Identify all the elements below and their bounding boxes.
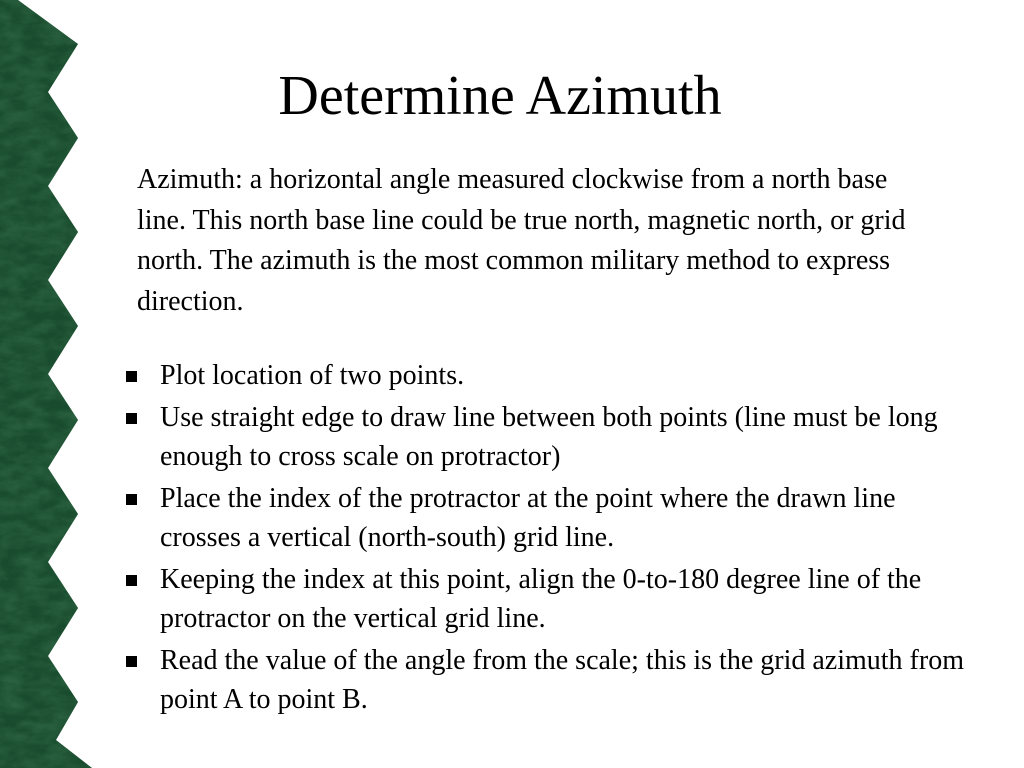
procedure-step [122, 560, 972, 638]
green-marble-border [0, 0, 100, 768]
procedure-step-text: Use straight edge to draw line between both points (line must be long enough to cross scale on protractor) [160, 402, 938, 472]
square-bullet-icon [126, 371, 137, 382]
procedure-step [122, 479, 972, 557]
procedure-step-text: Read the value of the angle from the scale; this is the grid azimuth from point A to point B. [160, 645, 964, 715]
slide-title: Determine Azimuth [278, 65, 722, 127]
azimuth-definition: Azimuth: a horizontal angle measured clockwise from a north base line. This north base line could be true north, magnetic north, or grid north. The azimuth is the most common military method to express direction. [137, 164, 906, 317]
procedure-step-text: Keeping the index at this point, align the 0-to-180 degree line of the protractor on the vertical grid line. [160, 564, 922, 634]
procedure-step-text: Place the index of the protractor at the point where the drawn line crosses a vertical (north-south) grid line. [160, 483, 896, 553]
square-bullet-icon [126, 413, 137, 424]
procedure-step [122, 356, 972, 395]
procedure-step [122, 641, 972, 719]
square-bullet-icon [126, 575, 137, 586]
procedure-step-text: Plot location of two points. [160, 360, 465, 391]
procedure-step [122, 398, 972, 476]
square-bullet-icon [126, 494, 137, 505]
square-bullet-icon [126, 656, 137, 667]
procedure-steps-list [122, 356, 972, 722]
